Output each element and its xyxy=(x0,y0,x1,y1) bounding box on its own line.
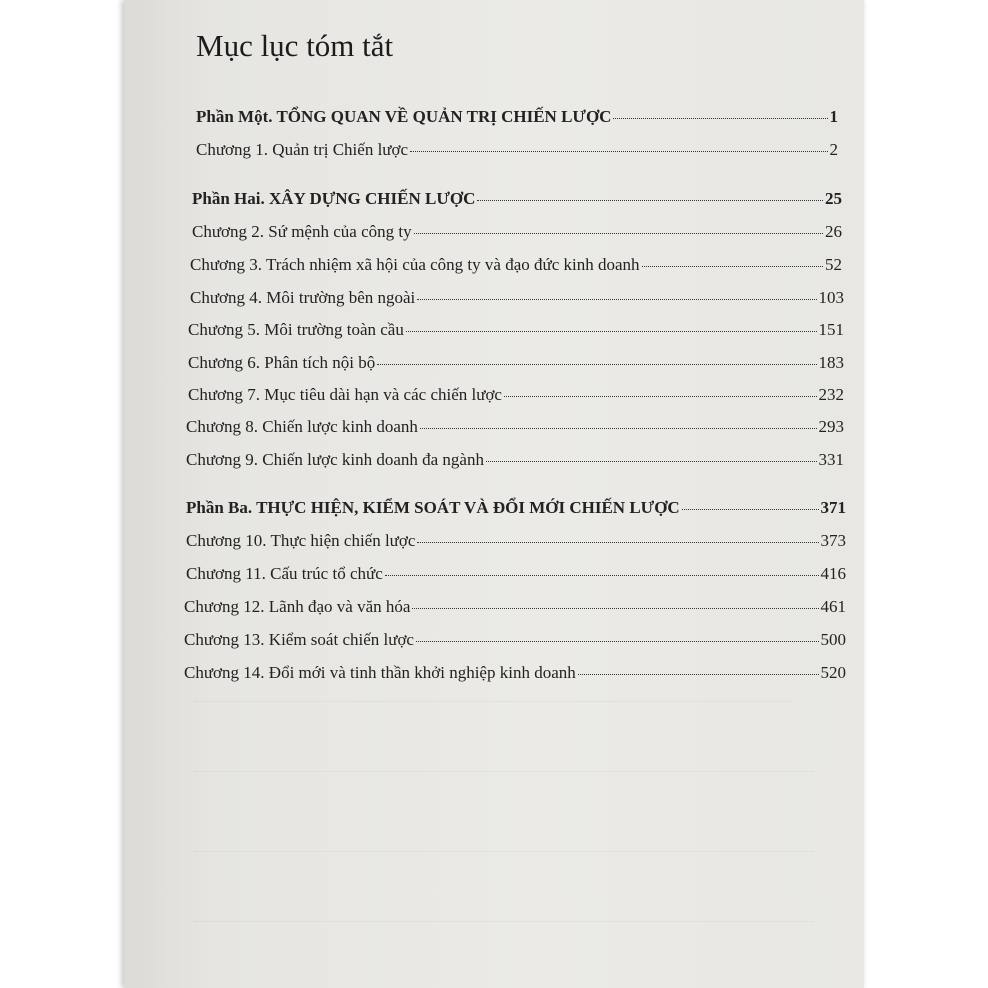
dot-leader xyxy=(410,150,827,152)
toc-entry-label: Chương 8. Chiến lược kinh doanh xyxy=(186,417,418,436)
dot-leader xyxy=(417,541,818,543)
toc-page-number: 331 xyxy=(818,450,844,469)
toc-page-number: 25 xyxy=(825,189,842,208)
toc-chapter-row xyxy=(186,450,844,470)
toc-page-number: 500 xyxy=(820,630,846,649)
toc-chapter-row xyxy=(190,288,844,308)
toc-page-number: 293 xyxy=(818,417,844,436)
dot-leader xyxy=(416,640,819,642)
toc-entry-label: Chương 11. Cấu trúc tổ chức xyxy=(186,564,383,583)
toc-page-number: 26 xyxy=(825,222,842,241)
toc-entry-label: Chương 5. Môi trường toàn cầu xyxy=(188,320,404,339)
toc-chapter-row xyxy=(196,140,838,160)
toc-chapter-row xyxy=(188,353,844,373)
toc-entry-label: Chương 1. Quản trị Chiến lược xyxy=(196,140,409,159)
bleed-through-line xyxy=(194,850,814,852)
toc-chapter-row xyxy=(186,417,844,437)
toc-chapter-row xyxy=(184,663,846,683)
toc-entry-label: Phần Hai. XÂY DỰNG CHIẾN LƯỢC xyxy=(192,189,476,208)
toc-entry-label: Chương 13. Kiểm soát chiến lược xyxy=(184,630,414,649)
dot-leader xyxy=(682,508,819,510)
toc-chapter-row xyxy=(184,597,846,617)
toc-page-number: 520 xyxy=(820,663,846,682)
toc-entry-label: Chương 10. Thực hiện chiến lược xyxy=(186,531,416,550)
page-title: Mục lục tóm tắt xyxy=(196,28,394,63)
dot-leader xyxy=(642,265,823,267)
toc-entry-label: Chương 9. Chiến lược kinh doanh đa ngành xyxy=(186,450,484,469)
bleed-through-line xyxy=(194,770,814,772)
dot-leader xyxy=(377,363,816,365)
book-page xyxy=(124,0,864,988)
toc-part-row xyxy=(186,498,846,518)
dot-leader xyxy=(578,673,819,675)
toc-chapter-row xyxy=(186,564,846,584)
dot-leader xyxy=(613,117,827,119)
dot-leader xyxy=(420,427,817,429)
toc-page-number: 183 xyxy=(818,353,844,372)
toc-page-number: 52 xyxy=(825,255,842,274)
toc-entry-label: Chương 2. Sứ mệnh của công ty xyxy=(192,222,412,241)
toc-page-number: 461 xyxy=(820,597,846,616)
dot-leader xyxy=(417,298,816,300)
toc-chapter-row xyxy=(186,531,846,551)
toc-chapter-row xyxy=(188,320,844,340)
toc-entry-label: Phần Một. TỔNG QUAN VỀ QUẢN TRỊ CHIẾN LƯỢC xyxy=(196,107,612,126)
toc-page-number: 1 xyxy=(829,107,838,126)
toc-page-number: 232 xyxy=(818,385,844,404)
toc-part-row xyxy=(196,107,838,127)
toc-entry-label: Chương 12. Lãnh đạo và văn hóa xyxy=(184,597,411,616)
bleed-through-line xyxy=(194,920,814,922)
toc-chapter-row xyxy=(184,630,846,650)
toc-entry-label: Chương 3. Trách nhiệm xã hội của công ty và đạo đức kinh doanh xyxy=(190,255,640,274)
toc-entry-label: Chương 4. Môi trường bên ngoài xyxy=(190,288,416,307)
toc-page-number: 151 xyxy=(818,320,844,339)
dot-leader xyxy=(406,330,817,332)
dot-leader xyxy=(486,460,817,462)
dot-leader xyxy=(414,232,823,234)
toc-page-number: 416 xyxy=(820,564,846,583)
toc-entry-label: Phần Ba. THỰC HIỆN, KIỂM SOÁT VÀ ĐỔI MỚI CHIẾN LƯỢC xyxy=(186,498,680,517)
toc-entry-label: Chương 7. Mục tiêu dài hạn và các chiến lược xyxy=(188,385,502,404)
toc-chapter-row xyxy=(190,255,842,275)
dot-leader xyxy=(504,395,817,397)
dot-leader xyxy=(385,574,819,576)
toc-page-number: 373 xyxy=(820,531,846,550)
toc-page-number: 2 xyxy=(829,140,838,159)
bleed-through-line xyxy=(194,700,794,702)
toc-part-row xyxy=(192,189,842,209)
toc-page-number: 371 xyxy=(820,498,846,517)
dot-leader xyxy=(412,607,818,609)
toc-chapter-row xyxy=(188,385,844,405)
dot-leader xyxy=(477,199,823,201)
toc-chapter-row xyxy=(192,222,842,242)
toc-page-number: 103 xyxy=(818,288,844,307)
toc-entry-label: Chương 6. Phân tích nội bộ xyxy=(188,353,376,372)
toc-entry-label: Chương 14. Đổi mới và tinh thần khởi nghiệp kinh doanh xyxy=(184,663,576,682)
